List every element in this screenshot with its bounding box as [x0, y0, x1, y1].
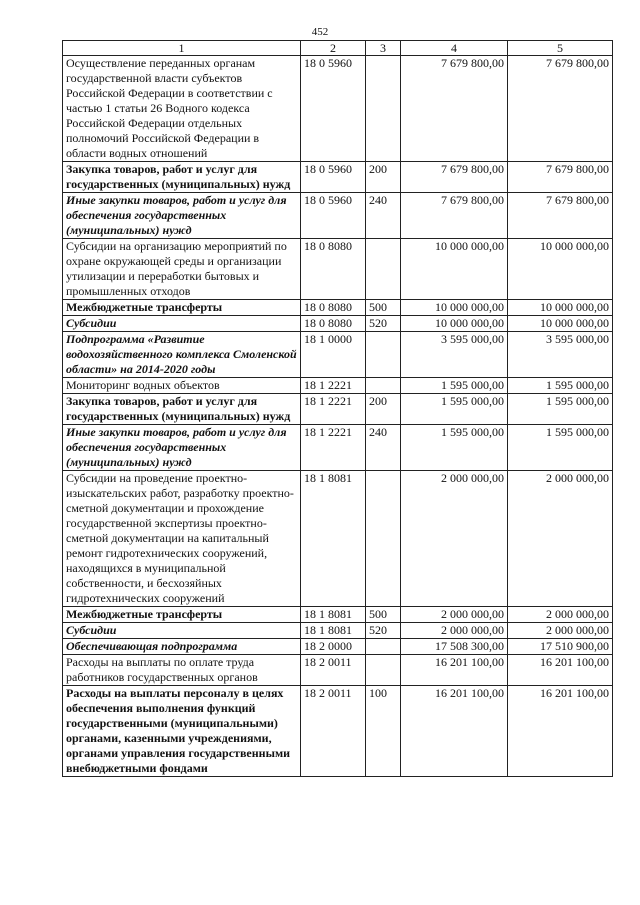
row-code: 18 1 8081	[301, 607, 366, 623]
row-amount-2: 17 510 900,00	[508, 639, 613, 655]
row-code: 18 2 0000	[301, 639, 366, 655]
row-name: Межбюджетные трансферты	[63, 300, 301, 316]
row-name: Обеспечивающая подпрограмма	[63, 639, 301, 655]
row-amount-1: 2 000 000,00	[401, 471, 508, 607]
row-name: Иные закупки товаров, работ и услуг для обеспечения государственных (муниципальных) нужд	[63, 425, 301, 471]
row-type	[366, 56, 401, 162]
header-col-2: 2	[301, 41, 366, 56]
row-type: 240	[366, 193, 401, 239]
row-amount-2: 10 000 000,00	[508, 239, 613, 300]
row-code: 18 0 8080	[301, 300, 366, 316]
row-code: 18 2 0011	[301, 655, 366, 686]
row-amount-1: 2 000 000,00	[401, 623, 508, 639]
table-row	[63, 686, 613, 777]
row-amount-1: 10 000 000,00	[401, 239, 508, 300]
row-amount-1: 3 595 000,00	[401, 332, 508, 378]
header-col-3: 3	[366, 41, 401, 56]
row-amount-2: 10 000 000,00	[508, 300, 613, 316]
row-type: 520	[366, 316, 401, 332]
table-row	[63, 162, 613, 193]
row-amount-2: 3 595 000,00	[508, 332, 613, 378]
row-code: 18 0 5960	[301, 193, 366, 239]
row-name: Иные закупки товаров, работ и услуг для обеспечения государственных (муниципальных) нужд	[63, 193, 301, 239]
row-amount-2: 1 595 000,00	[508, 394, 613, 425]
table-row	[63, 316, 613, 332]
row-type: 200	[366, 162, 401, 193]
row-name: Мониторинг водных объектов	[63, 378, 301, 394]
table-row	[63, 300, 613, 316]
row-amount-1: 2 000 000,00	[401, 607, 508, 623]
row-type	[366, 471, 401, 607]
row-type	[366, 378, 401, 394]
page-number: 452	[311, 26, 329, 38]
row-name: Подпрограмма «Развитие водохозяйственного комплекса Смоленской области» на 2014-2020 годы	[63, 332, 301, 378]
table-row	[63, 56, 613, 162]
row-code: 18 0 5960	[301, 162, 366, 193]
table-row	[63, 471, 613, 607]
row-code: 18 0 8080	[301, 316, 366, 332]
row-amount-1: 7 679 800,00	[401, 56, 508, 162]
row-amount-1: 1 595 000,00	[401, 425, 508, 471]
row-name: Субсидии на организацию мероприятий по охране окружающей среды и организации утилизации и переработки бытовых и промышленных отходов	[63, 239, 301, 300]
row-type	[366, 655, 401, 686]
table-row	[63, 639, 613, 655]
row-code: 18 1 2221	[301, 425, 366, 471]
table-row	[63, 239, 613, 300]
row-name: Закупка товаров, работ и услуг для государственных (муниципальных) нужд	[63, 162, 301, 193]
row-amount-1: 16 201 100,00	[401, 655, 508, 686]
row-type: 520	[366, 623, 401, 639]
budget-table	[62, 40, 613, 777]
row-amount-1: 16 201 100,00	[401, 686, 508, 777]
table-row	[63, 332, 613, 378]
row-code: 18 1 8081	[301, 623, 366, 639]
row-code: 18 1 0000	[301, 332, 366, 378]
table-row	[63, 378, 613, 394]
row-amount-1: 17 508 300,00	[401, 639, 508, 655]
row-name: Субсидии на проведение проектно-изыскательских работ, разработку проектно-сметной документации и прохождение государственной экспертизы проектно-сметной документации на капитальный ремонт гидротехнических сооружений, находящихся в муниципальной собственности, и бесхозяйных гидротехнических сооружений	[63, 471, 301, 607]
row-name: Осуществление переданных органам государственной власти субъектов Российской Федерации в соответствии с частью 1 статьи 26 Водного кодекса Российской Федерации отдельных полномочий Российской Федерации в области водных отношений	[63, 56, 301, 162]
row-code: 18 0 8080	[301, 239, 366, 300]
row-amount-2: 7 679 800,00	[508, 162, 613, 193]
header-row	[63, 41, 613, 56]
row-amount-2: 1 595 000,00	[508, 378, 613, 394]
row-amount-2: 10 000 000,00	[508, 316, 613, 332]
row-type	[366, 639, 401, 655]
row-amount-2: 1 595 000,00	[508, 425, 613, 471]
row-amount-2: 7 679 800,00	[508, 56, 613, 162]
row-name: Расходы на выплаты персоналу в целях обеспечения выполнения функций государственными (муниципальными) органами, казенными учреждениями, органами управления государственными внебюджетными фондами	[63, 686, 301, 777]
row-code: 18 1 8081	[301, 471, 366, 607]
header-col-1: 1	[63, 41, 301, 56]
row-amount-2: 16 201 100,00	[508, 686, 613, 777]
row-amount-1: 10 000 000,00	[401, 316, 508, 332]
row-name: Субсидии	[63, 316, 301, 332]
row-code: 18 2 0011	[301, 686, 366, 777]
table-row	[63, 607, 613, 623]
row-amount-1: 1 595 000,00	[401, 378, 508, 394]
row-name: Межбюджетные трансферты	[63, 607, 301, 623]
row-amount-2: 7 679 800,00	[508, 193, 613, 239]
header-col-4: 4	[401, 41, 508, 56]
row-type: 200	[366, 394, 401, 425]
row-amount-2: 2 000 000,00	[508, 471, 613, 607]
table-row	[63, 655, 613, 686]
row-type: 100	[366, 686, 401, 777]
row-type: 500	[366, 300, 401, 316]
table-row	[63, 623, 613, 639]
row-type	[366, 239, 401, 300]
row-code: 18 1 2221	[301, 378, 366, 394]
row-amount-2: 16 201 100,00	[508, 655, 613, 686]
row-name: Субсидии	[63, 623, 301, 639]
row-amount-2: 2 000 000,00	[508, 607, 613, 623]
row-code: 18 1 2221	[301, 394, 366, 425]
row-type: 500	[366, 607, 401, 623]
row-type	[366, 332, 401, 378]
row-type: 240	[366, 425, 401, 471]
row-amount-1: 10 000 000,00	[401, 300, 508, 316]
table-row	[63, 394, 613, 425]
header-col-5: 5	[508, 41, 613, 56]
row-amount-1: 7 679 800,00	[401, 193, 508, 239]
table-row	[63, 425, 613, 471]
row-amount-1: 7 679 800,00	[401, 162, 508, 193]
row-name: Закупка товаров, работ и услуг для государственных (муниципальных) нужд	[63, 394, 301, 425]
row-amount-2: 2 000 000,00	[508, 623, 613, 639]
row-code: 18 0 5960	[301, 56, 366, 162]
row-amount-1: 1 595 000,00	[401, 394, 508, 425]
table-row	[63, 193, 613, 239]
row-name: Расходы на выплаты по оплате труда работников государственных органов	[63, 655, 301, 686]
